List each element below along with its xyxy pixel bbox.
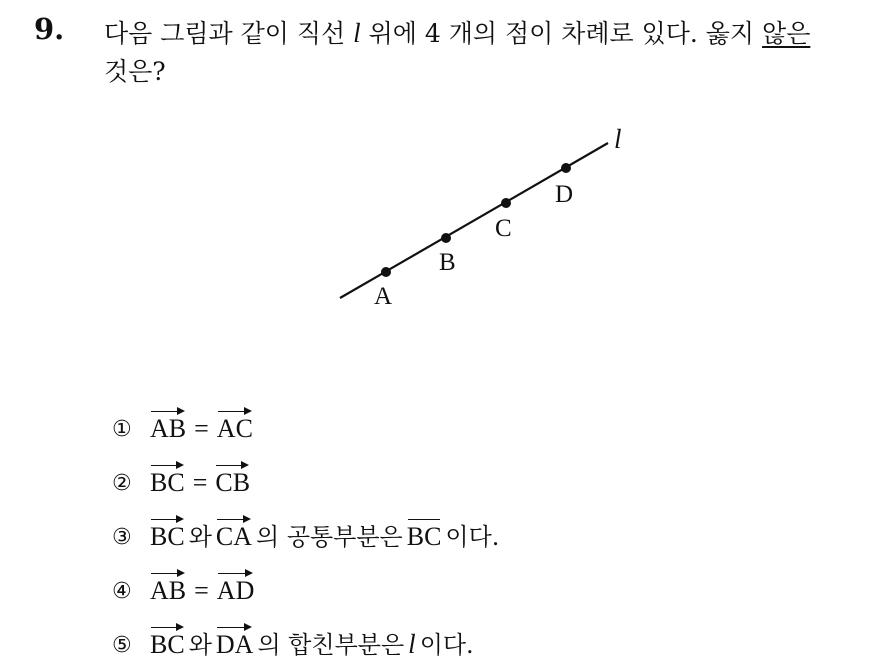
point-a-label: A: [374, 283, 393, 310]
conjunction: 와: [188, 523, 212, 551]
choice-2[interactable]: [112, 450, 503, 498]
point-d-label: D: [555, 181, 574, 208]
vector-ad: AD: [217, 570, 255, 606]
vector-bc: BC: [150, 516, 185, 552]
question-text-part2: 위에 4 개의 점이 차례로 있다. 옳지: [360, 19, 763, 48]
point-c-label: C: [495, 215, 512, 242]
vector-ac: AC: [217, 408, 253, 444]
choice-1[interactable]: [112, 396, 503, 444]
segment-bc: BC: [407, 516, 442, 552]
question-text-part3: 것은?: [104, 57, 166, 86]
choice-3-ending: 이다.: [445, 523, 500, 551]
choice-4[interactable]: [112, 558, 503, 606]
choice-2-marker: ②: [112, 471, 132, 496]
equals-sign: =: [194, 576, 209, 605]
choice-5-middle-text: 의 합친부분은: [257, 631, 405, 659]
choice-5-marker: ⑤: [112, 633, 132, 658]
vector-ab: AB: [150, 408, 186, 444]
vector-bc: BC: [150, 462, 185, 498]
choice-5-ending: 이다.: [419, 631, 474, 659]
equals-sign: =: [194, 414, 209, 443]
point-a: [381, 267, 391, 277]
vector-ab: AB: [150, 570, 186, 606]
question-underlined-word: 않은: [762, 19, 811, 48]
question-text-part1: 다음 그림과 같이 직선: [104, 19, 354, 48]
choice-3-marker: ③: [112, 525, 132, 550]
vector-bc: BC: [150, 624, 185, 660]
question-number: 9.: [34, 12, 65, 46]
point-d: [561, 163, 571, 173]
question-line-name: l: [353, 18, 361, 48]
line-l-label: l: [614, 124, 622, 154]
choice-5[interactable]: [112, 612, 503, 660]
vector-cb: CB: [215, 462, 250, 498]
line-l-ref: l: [408, 629, 416, 659]
answer-choices: [112, 396, 503, 666]
question-text: [104, 14, 864, 91]
choice-1-marker: ①: [112, 417, 132, 442]
vector-da: DA: [216, 624, 254, 660]
equals-sign: =: [192, 468, 208, 497]
vector-ca: CA: [216, 516, 252, 552]
line-points-figure: [320, 118, 660, 318]
point-c: [501, 198, 511, 208]
point-b-label: B: [439, 249, 456, 276]
choice-4-marker: ④: [112, 579, 132, 604]
choice-3[interactable]: [112, 504, 503, 552]
point-b: [441, 233, 451, 243]
conjunction: 와: [188, 631, 212, 659]
choice-3-middle-text: 의 공통부분은: [256, 523, 403, 551]
